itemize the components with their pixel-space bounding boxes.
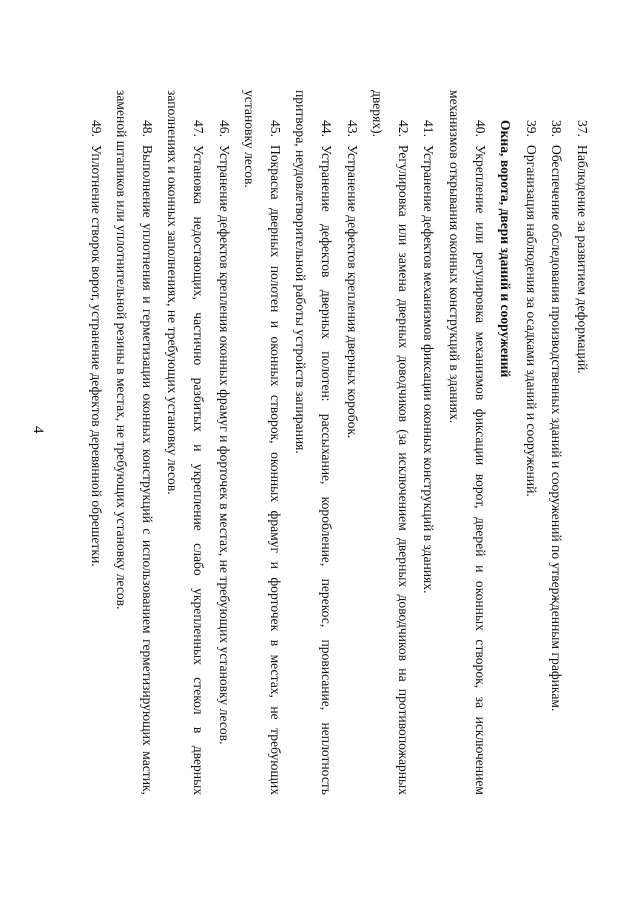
item-number: 45. bbox=[267, 120, 283, 137]
item-text: Устранение дефектов крепления оконных фрамуг и форточек в местах, не требующих установку лесов. bbox=[216, 145, 232, 745]
document-text bbox=[83, 90, 595, 795]
item-continuation: заменой штапиков или уплотнительной резины в местах, не требующих установку лесов. bbox=[114, 90, 130, 610]
item-continuation: дверях). bbox=[370, 90, 386, 138]
item-text: Наблюдение за развитием деформаций. bbox=[575, 145, 590, 374]
list-item bbox=[134, 90, 160, 795]
item-text: Устранение дефектов механизмов фиксации оконных конструкций в зданиях. bbox=[421, 145, 437, 594]
list-item bbox=[416, 90, 442, 795]
item-continuation: заполнениях и оконных заполнениях, не требующих установку лесов. bbox=[165, 90, 181, 495]
item-number: 37. bbox=[575, 120, 590, 137]
item-number: 42. bbox=[395, 120, 411, 137]
item-number: 41. bbox=[421, 120, 437, 137]
item-continuation: притвора, неудовлетворительной работы устройств запирания. bbox=[293, 90, 309, 454]
list-item bbox=[313, 90, 339, 795]
item-continuation: механизмов открывания оконных конструкций в зданиях. bbox=[447, 90, 463, 424]
item-text: Выполнение уплотнения и герметизации оконных конструкций с использованием герметизирующих мастик, bbox=[139, 145, 155, 795]
item-text: Покраска дверных полотен и оконных створок, оконных фрамуг и форточек в местах, не требующих bbox=[267, 145, 283, 795]
item-number: 40. bbox=[472, 120, 488, 137]
list-item bbox=[211, 90, 237, 795]
item-number: 38. bbox=[549, 120, 565, 137]
list-item bbox=[569, 90, 595, 795]
list-item bbox=[83, 90, 109, 795]
item-number: 44. bbox=[319, 120, 335, 137]
page-number: 4 bbox=[30, 426, 46, 434]
list-item bbox=[518, 90, 544, 795]
item-number: 48. bbox=[139, 120, 155, 137]
section-heading: Окна, ворота, двери зданий и сооружений bbox=[498, 120, 514, 378]
item-number: 46. bbox=[216, 120, 232, 137]
item-text: Укрепление или регулировка механизмов фиксации ворот, дверей и оконных створок, за исключением bbox=[472, 145, 488, 795]
item-text: Установка недостающих, частично разбитых и укрепление слабо укрепленных стекол в дверных bbox=[191, 145, 207, 795]
list-item bbox=[262, 90, 288, 795]
list-item bbox=[467, 90, 493, 795]
list-item bbox=[339, 90, 365, 795]
item-text: Организация наблюдения за осадками зданий и сооружений. bbox=[523, 145, 539, 497]
item-continuation: установку лесов. bbox=[242, 90, 258, 188]
item-text: Регулировка или замена дверных доводчиков (за исключением дверных доводчиков на противопожарных bbox=[395, 145, 411, 795]
item-text: Уплотнение створок ворот, устранение дефектов деревянной обрешетки. bbox=[88, 145, 104, 567]
item-number: 47. bbox=[191, 120, 207, 137]
item-number: 39. bbox=[523, 120, 539, 137]
item-text: Устранение дефектов крепления дверных коробок. bbox=[344, 145, 360, 439]
list-item bbox=[186, 90, 212, 795]
list-item bbox=[390, 90, 416, 795]
item-text: Устранение дефектов дверных полотен: рассыхание, коробление, перекос, провисание, неплотность bbox=[319, 145, 335, 795]
item-number: 49. bbox=[88, 120, 104, 137]
item-text: Обеспечение обследования производственных зданий и сооружений по утвержденным графикам. bbox=[549, 145, 565, 712]
list-item bbox=[544, 90, 570, 795]
item-number: 43. bbox=[344, 120, 360, 137]
